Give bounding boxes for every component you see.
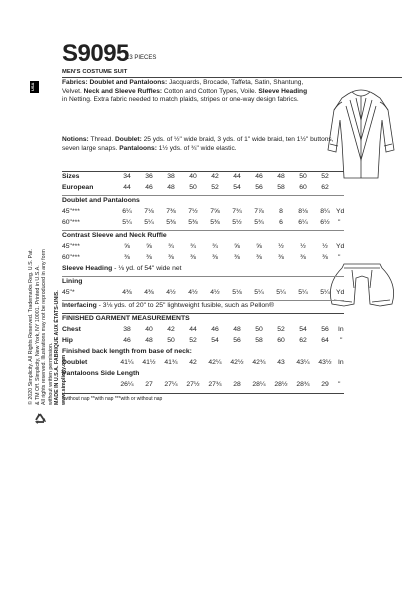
yardage-cell: ⅜ <box>124 254 130 261</box>
measure-cell: 38 <box>123 326 131 333</box>
size-cell: 34 <box>123 173 131 180</box>
measure-cell: 28¾ <box>296 381 310 388</box>
measure-cell: 48 <box>145 337 153 344</box>
measure-cell: 27¾ <box>208 381 222 388</box>
yardage-cell: 7⅜ <box>166 208 176 215</box>
sleeve-heading-label: Sleeve Heading <box>62 265 113 272</box>
european-cell: 54 <box>233 184 241 191</box>
pattern-number: S9095 <box>62 40 129 67</box>
fabrics-text-3: in Netting. Extra fabric needed to match plaids, stripes or one-way design fabrics. <box>62 96 299 104</box>
yardage-cell: 5½ <box>232 219 242 226</box>
european-cell: 46 <box>145 184 153 191</box>
divider <box>62 230 344 231</box>
measure-cell: 62 <box>299 337 307 344</box>
yardage-cell: 8 <box>279 208 283 215</box>
notions-label: Notions: <box>62 136 89 143</box>
european-cell: 44 <box>123 184 131 191</box>
yardage-cell: ⅜ <box>300 254 306 261</box>
yardage-cell: ⅜ <box>256 254 262 261</box>
european-cell: 60 <box>299 184 307 191</box>
yardage-cell: 6¼ <box>122 208 132 215</box>
measure-cell: 44 <box>189 326 197 333</box>
notions-text-1: Thread. <box>88 136 116 143</box>
measure-cell: 29 <box>321 381 329 388</box>
header-rule <box>62 77 402 78</box>
yardage-cell: ⅜ <box>212 254 218 261</box>
divider <box>62 313 344 314</box>
unit-label: Yd <box>336 289 345 296</box>
usa-badge: USA <box>30 81 39 93</box>
made-in-usa: MADE IN U.S.A. FABRIQUE AUX ÉTATS-UNIS. <box>54 290 61 405</box>
interfacing-value: - 3⅛ yds. of 20" to 25" lightweight fusible, such as Pellon® <box>96 302 274 309</box>
pantaloons-notions-label: Pantaloons: <box>119 144 157 152</box>
unit-label: " <box>338 381 341 388</box>
yardage-cell: 6 <box>279 219 283 226</box>
row-label: 45"* <box>62 289 75 296</box>
row-label: 45"*** <box>62 243 80 250</box>
sizes-label: Sizes <box>62 173 80 180</box>
row-label: Chest <box>62 326 81 333</box>
measure-cell: 28¼ <box>252 381 266 388</box>
unit-label: Yd <box>336 208 345 215</box>
measure-cell: 56 <box>233 337 241 344</box>
unit-label: Yd <box>336 243 345 250</box>
piece-count: 13 PIECES <box>126 55 157 61</box>
european-label: European <box>62 184 94 191</box>
legal-line-1: © 2020 Simplicity. All Rights Reserved. Trademarks Reg. U.S. Pat. <box>28 248 34 405</box>
legal-line-2: & TM Off. Simplicity, New York, NY 10001. Printed in U.S.A. <box>34 265 41 405</box>
ruffles-label: Neck and Sleeve Ruffles: <box>83 87 163 95</box>
sleeve-heading-text <box>62 265 182 272</box>
measure-cell: 42¼ <box>208 359 222 366</box>
yardage-cell: ¾ <box>168 243 174 250</box>
measure-cell: 26¼ <box>120 381 134 388</box>
fabrics-text-1: Jacquards, Brocade, Taffeta, Satin, Shantung, Velvet. <box>62 79 304 95</box>
heading-label: Sleeve Heading <box>258 87 308 95</box>
yardage-cell: 7⅞ <box>254 208 264 215</box>
row-label: Hip <box>62 337 73 344</box>
table-top-rule <box>62 171 344 172</box>
measure-cell: 41¾ <box>164 359 178 366</box>
measure-cell: 40 <box>145 326 153 333</box>
yardage-cell: ⅜ <box>322 254 328 261</box>
yardage-cell: ½ <box>278 243 284 250</box>
size-cell: 36 <box>145 173 153 180</box>
divider <box>62 300 344 301</box>
measure-cell: 41¼ <box>120 359 134 366</box>
yardage-cell: 5⅜ <box>210 219 220 226</box>
measure-cell: 58 <box>255 337 263 344</box>
measure-cell: 43¼ <box>296 359 310 366</box>
interfacing-text <box>62 302 274 309</box>
doublet-header: Doublet and Pantaloons <box>62 197 140 204</box>
yardage-cell: ¾ <box>190 243 196 250</box>
yardage-cell: ⅝ <box>124 243 130 250</box>
measure-cell: 27¼ <box>164 381 178 388</box>
interfacing-label: Interfacing <box>62 302 97 309</box>
doublet-notions-label: Doublet: <box>115 136 142 143</box>
size-cell: 44 <box>233 173 241 180</box>
measure-cell: 54 <box>211 337 219 344</box>
unit-label: " <box>340 337 343 344</box>
legal-line-4: without written permission. <box>47 342 54 405</box>
measure-cell: 46 <box>211 326 219 333</box>
measure-cell: 56 <box>321 326 329 333</box>
measure-cell: 50 <box>255 326 263 333</box>
measure-cell: 43 <box>277 359 285 366</box>
yardage-cell: 5¼ <box>320 289 330 296</box>
sleeve-heading-value: - ⅛ yd. of 54" wide net <box>112 265 182 272</box>
notions-text-3: 1½ yds. of ¾" wide elastic. <box>156 144 237 152</box>
yardage-cell: ½ <box>300 243 306 250</box>
measure-cell: 27½ <box>186 381 200 388</box>
table-bottom-rule <box>62 393 344 394</box>
european-cell: 48 <box>167 184 175 191</box>
measure-cell: 54 <box>299 326 307 333</box>
size-cell: 50 <box>299 173 307 180</box>
ruffle-header: Contrast Sleeve and Neck Ruffle <box>62 232 167 239</box>
recycle-icon <box>32 412 48 428</box>
european-cell: 50 <box>189 184 197 191</box>
unit-label: " <box>338 254 341 261</box>
yardage-cell: 5¾ <box>254 219 264 226</box>
measure-cell: 64 <box>321 337 329 344</box>
yardage-cell: 5¼ <box>122 219 132 226</box>
yardage-cell: 8⅛ <box>298 208 308 215</box>
yardage-cell: 8¼ <box>320 208 330 215</box>
measure-cell: 52 <box>189 337 197 344</box>
size-cell: 48 <box>277 173 285 180</box>
measure-cell: 46 <box>123 337 131 344</box>
measure-cell: 27 <box>145 381 153 388</box>
divider <box>62 276 344 277</box>
finished-measurements-header: FINISHED GARMENT MEASUREMENTS <box>62 315 190 322</box>
row-label: Doublet <box>62 359 88 366</box>
european-cell: 52 <box>211 184 219 191</box>
pattern-title: MEN'S COSTUME SUIT <box>62 69 128 75</box>
yardage-cell: 5⅜ <box>188 219 198 226</box>
yardage-cell: 6¼ <box>298 219 308 226</box>
yardage-cell: 4½ <box>210 289 220 296</box>
yardage-cell: 4½ <box>188 289 198 296</box>
measure-cell: 28 <box>233 381 241 388</box>
unit-label: " <box>338 219 341 226</box>
yardage-cell: 7¾ <box>232 208 242 215</box>
yardage-cell: 5¼ <box>276 289 286 296</box>
yardage-cell: ⅜ <box>168 254 174 261</box>
yardage-cell: 7½ <box>188 208 198 215</box>
measure-cell: 43½ <box>318 359 332 366</box>
footnote: *without nap **with nap ***with or without nap <box>62 396 163 402</box>
row-label: 45"*** <box>62 208 80 215</box>
notions-paragraph <box>62 136 340 153</box>
lining-header: Lining <box>62 278 83 285</box>
yardage-cell: ¾ <box>212 243 218 250</box>
unit-label: In <box>338 359 344 366</box>
yardage-cell: ⅜ <box>146 254 152 261</box>
measure-cell: 42 <box>167 326 175 333</box>
pantaloons-illustration <box>322 258 402 318</box>
yardage-cell: 7⅝ <box>210 208 220 215</box>
measure-cell: 28½ <box>274 381 288 388</box>
size-cell: 42 <box>211 173 219 180</box>
yardage-cell: 7⅛ <box>144 208 154 215</box>
yardage-cell: ⅝ <box>234 243 240 250</box>
divider <box>62 195 344 196</box>
measure-cell: 42¾ <box>252 359 266 366</box>
size-cell: 46 <box>255 173 263 180</box>
measure-cell: 42 <box>189 359 197 366</box>
size-cell: 38 <box>167 173 175 180</box>
yardage-cell: 5⅜ <box>166 219 176 226</box>
measure-cell: 50 <box>167 337 175 344</box>
yardage-cell: ⅝ <box>256 243 262 250</box>
yardage-cell: 4⅜ <box>144 289 154 296</box>
yardage-cell: 5⅛ <box>232 289 242 296</box>
notions-text-2: 25 yds. of ½" wide braid, 3 yds. of 1" wide braid, ten 1½" buttons, seven large snaps. <box>62 136 334 152</box>
unit-label: In <box>338 326 344 333</box>
measure-cell: 41½ <box>142 359 156 366</box>
yardage-cell: 4½ <box>166 289 176 296</box>
measure-cell: 42½ <box>230 359 244 366</box>
legal-line-3: All rights reserved. Illustrations may not be reproduced in any form <box>41 249 48 405</box>
yardage-cell: ⅜ <box>278 254 284 261</box>
yardage-cell: 5¼ <box>254 289 264 296</box>
yardage-cell: 5¼ <box>144 219 154 226</box>
fabrics-paragraph <box>62 79 308 105</box>
measure-cell: 60 <box>277 337 285 344</box>
yardage-cell: ⅜ <box>190 254 196 261</box>
european-cell: 58 <box>277 184 285 191</box>
yardage-cell: 4⅜ <box>122 289 132 296</box>
row-label: 60"*** <box>62 254 80 261</box>
yardage-cell: 5¼ <box>298 289 308 296</box>
european-cell: 62 <box>321 184 329 191</box>
yardage-cell: ⅝ <box>146 243 152 250</box>
measure-cell: 48 <box>233 326 241 333</box>
size-cell: 52 <box>321 173 329 180</box>
row-label: 60"*** <box>62 219 80 226</box>
size-cell: 40 <box>189 173 197 180</box>
side-length-header: Pantaloons Side Length <box>62 370 140 377</box>
yardage-cell: ⅜ <box>234 254 240 261</box>
yardage-cell: 6½ <box>320 219 330 226</box>
measure-cell: 52 <box>277 326 285 333</box>
fabrics-label: Fabrics: Doublet and Pantaloons: <box>62 79 168 86</box>
website-url: www.simplicity.com <box>60 354 67 405</box>
back-length-header: Finished back length from base of neck: <box>62 348 192 355</box>
fabrics-text-2: Cotton and Cotton Types, Voile. <box>162 87 259 95</box>
yardage-cell: ½ <box>322 243 328 250</box>
european-cell: 56 <box>255 184 263 191</box>
